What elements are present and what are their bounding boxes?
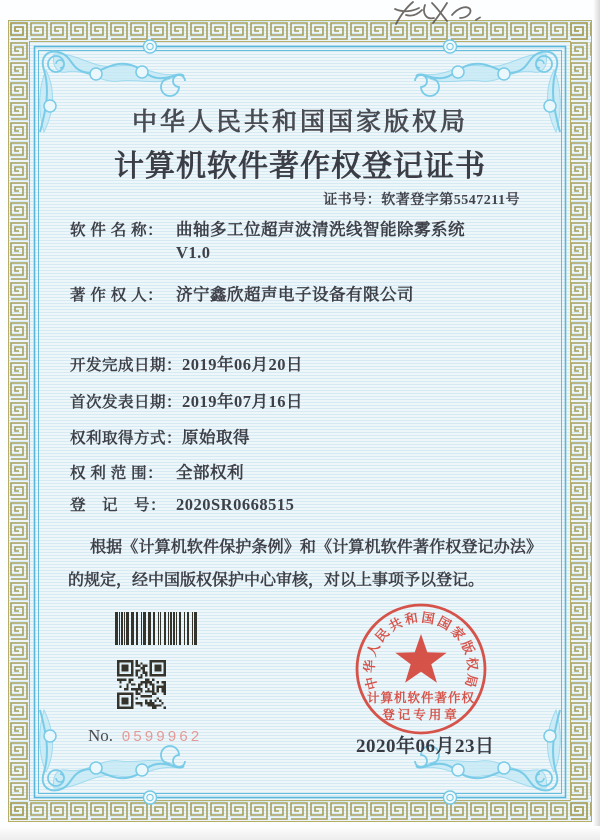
qr-code: [117, 660, 166, 709]
scan-edge-right: [593, 0, 600, 840]
field-row-dev-complete-date: [70, 353, 303, 376]
field-row-software-name: [70, 218, 465, 264]
field-row-right-scope: [70, 461, 244, 484]
official-seal: [350, 598, 492, 740]
field-label: 著 作 权 人：: [70, 287, 164, 304]
statement-paragraph: 根据《计算机软件保护条例》和《计算机软件著作权登记办法》的规定，经中国版权保护中心审核，对以上事项予以登记。: [68, 539, 534, 589]
certificate-title: 计算机软件著作权登记证书: [114, 150, 486, 183]
field-row-first-publish-date: [70, 390, 303, 413]
seal-arc-text: 中华人民共和国国家版权局: [361, 609, 481, 692]
field-value: 曲轴多工位超声波清洗线智能除雾系统 V1.0: [176, 220, 465, 262]
field-value: 2019年07月16日: [182, 392, 304, 411]
field-value: 济宁鑫欣超声电子设备有限公司: [176, 285, 414, 304]
cert-number-label: 证书号：: [323, 193, 382, 208]
field-value: 2019年06月20日: [182, 355, 304, 374]
scan-edge-bottom: [0, 826, 600, 840]
issue-date: 2020年06月23日: [356, 736, 495, 757]
field-label: 权利取得方式：: [70, 430, 183, 447]
seal-dept-line2: 登记专用章: [382, 708, 460, 722]
field-label: 软 件 名 称：: [70, 222, 164, 239]
field-row-registration-number: [70, 493, 294, 516]
authority-title: 中华人民共和国国家版权局: [131, 109, 468, 136]
serial-number: 0599962: [121, 729, 203, 746]
field-row-copyright-owner: [70, 283, 414, 306]
seal-star-icon: [395, 634, 446, 683]
field-label: 开发完成日期：: [70, 357, 183, 374]
barcode: [115, 612, 201, 645]
seal-dept-line1: 计算机软件著作权: [366, 691, 476, 705]
field-label: 权 利 范 围：: [70, 465, 164, 482]
field-value: 全部权利: [176, 463, 244, 482]
field-value: 原始取得: [182, 428, 251, 447]
field-value: 2020SR0668515: [176, 495, 295, 514]
field-label: 首次发表日期：: [70, 394, 183, 411]
handwritten-annotation: [386, 0, 496, 30]
serial-line: [88, 726, 202, 746]
serial-prefix: No.: [88, 726, 114, 745]
field-label: 登 记 号：: [70, 497, 167, 514]
cert-number-line: [323, 189, 520, 209]
field-row-right-acquisition: [70, 426, 250, 449]
cert-number-value: 软著登字第5547211号: [381, 193, 520, 208]
